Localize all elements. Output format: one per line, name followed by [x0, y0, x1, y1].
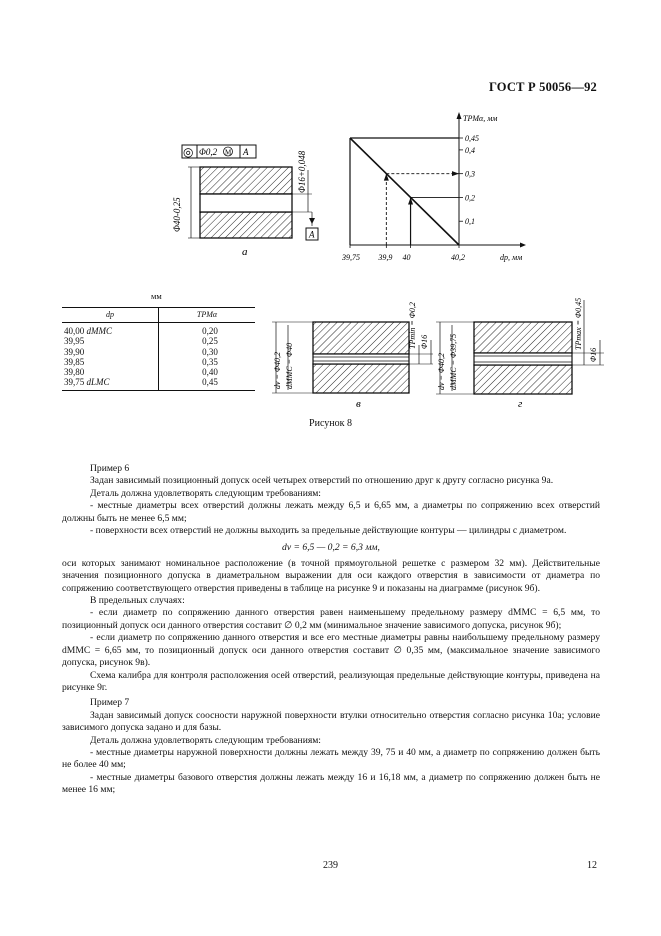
table-row	[62, 323, 255, 337]
cell-dp	[62, 377, 159, 390]
x-tick-label: 39,75	[342, 253, 360, 262]
paragraph: - местные диаметры всех отверстий должны лежать между 6,5 и 6,65 мм, а диаметры по сопряжению всех отверстий должны быть не менее 6,5 мм;	[62, 500, 600, 524]
y-tick-label: 0,3	[465, 169, 475, 179]
part-a-label: а	[242, 246, 248, 258]
cell-tp: 0,25	[202, 336, 218, 347]
body-text	[62, 460, 600, 797]
paragraph: оси которых занимают номинальное расположение (в точной прямоугольной решетке с размером 32 мм). Действительные значения позиционного допуска в диаметральном выражении для оси каждого отверстия в зависимости от диаметра по сопряжению соответствующего отверстия приведены в таблице на рисунке 9 и показаны на диаграмме (рисунок 9б).	[62, 557, 600, 594]
cell-dp	[62, 323, 159, 337]
frame-datum: A	[243, 147, 249, 157]
dp-value: 39,85	[64, 356, 85, 367]
frame-modifier: M	[225, 148, 232, 157]
paragraph: - если диаметр по сопряжению данного отверстия равен наименьшему предельному размеру dMMC = 6,5 мм, то позиционный допуск оси данного отверстия составит ∅ 0,2 мм (минимальное значение зависимого допуска, рисунок 9б);	[62, 607, 600, 631]
dp-value: 39,75	[64, 377, 85, 388]
cell-tp: 0,30	[202, 346, 218, 357]
cell-dp	[62, 347, 159, 357]
table-row	[62, 367, 255, 377]
cell-tp: 0,35	[202, 356, 218, 367]
datum-box-label: A	[309, 229, 315, 240]
dim-inner: Φ16	[420, 334, 429, 349]
table-units: мм	[151, 291, 162, 301]
paragraph: - поверхности всех отверстий не должны выходить за предельные действующие контуры — цилиндры с диаметром.	[90, 525, 567, 537]
dim-inner: Φ16	[589, 347, 598, 362]
cell-dp	[62, 357, 159, 367]
sheet-number: 12	[587, 860, 597, 871]
page-number: 239	[323, 860, 338, 871]
x-tick-label: 40,2	[451, 253, 465, 262]
cell-dp	[62, 336, 159, 346]
cell-tp: 0,20	[202, 326, 218, 336]
y-tick-label: 0,45	[465, 134, 479, 143]
figure-part-a	[160, 140, 330, 265]
outer-diameter-dim: Φ40-0,25	[172, 197, 182, 232]
paragraph: - если диаметр по сопряжению данного отверстия и все его местные диаметры равны наибольшему предельному размеру dMMC = 6,65 мм, то позиционный допуск оси данного отверстия составит ∅ 0,35 мм, (максимальное значение зависимого допуска, рисунок 9в).	[62, 632, 600, 669]
paragraph: Деталь должна удовлетворять следующим требованиям:	[90, 734, 321, 746]
dp-value: 39,90	[64, 346, 85, 357]
dp-value: 39,80	[64, 367, 85, 378]
y-tick-label: 0,4	[465, 145, 475, 155]
example-6-heading: Пример 6	[90, 463, 130, 474]
x-axis-label: dp, мм	[500, 253, 523, 262]
concentricity-symbol: ◎	[183, 145, 194, 159]
tolerance-frame	[182, 145, 256, 159]
paragraph: Задан зависимый позиционный допуск осей четырех отверстий по отношению друг к другу согласно рисунка 9а.	[90, 475, 554, 487]
paragraph: Схема калибра для контроля расположения осей отверстий, реализующая предельные действующие контуры, приведена на рисунке 9г.	[62, 669, 600, 693]
figure-part-g	[432, 280, 612, 410]
col-header-dp: dp	[62, 308, 159, 323]
dp-value: 40,00	[64, 326, 85, 336]
x-tick-label: 39,9	[378, 253, 393, 262]
paragraph: Задан зависимый допуск соосности наружной поверхности втулки относительно отверстия согласно рисунка 10а; условие зависимого допуска задано и для базы.	[62, 709, 600, 734]
arrowhead	[452, 171, 459, 176]
y-axis-label: TPMα, мм	[463, 114, 498, 123]
table-row	[62, 377, 255, 390]
paragraph: - местные диаметры наружной поверхности должны лежать между 39, 75 и 40 мм, а диаметр по сопряжению должен быть не более 40 мм;	[62, 746, 600, 771]
y-tick-label: 0,1	[465, 217, 475, 227]
y-tick-label: 0,2	[465, 193, 475, 203]
frame-tolerance: Φ0,2	[199, 147, 218, 157]
figure-part-v	[268, 285, 438, 410]
paragraph: В предельных случаях:	[90, 595, 185, 607]
dim-dv: dv = Φ40,2	[273, 351, 282, 389]
cell-tp: 0,40	[202, 367, 218, 378]
x-tick-label: 40	[402, 253, 411, 262]
figure-caption: Рисунок 8	[309, 418, 352, 429]
tolerance-table	[62, 307, 255, 391]
inner-diameter-dim: Φ16+0,048	[297, 150, 307, 193]
dim-dv: dv = Φ40,2	[437, 352, 446, 390]
part-g-label: г	[518, 398, 523, 410]
table-row	[62, 347, 255, 357]
part-v-label: в	[356, 398, 361, 410]
dim-tp: TPmax = Φ0,45	[574, 297, 583, 350]
paragraph: Деталь должна удовлетворять следующим требованиям:	[90, 487, 321, 499]
table-row	[62, 336, 255, 346]
standard-header: ГОСТ Р 50056—92	[488, 80, 597, 94]
dp-value: 39,95	[64, 336, 85, 347]
cell-dp	[62, 367, 159, 377]
dp-subscript: dMMC	[86, 326, 112, 336]
dp-subscript: dLMC	[86, 377, 110, 388]
example-7-heading: Пример 7	[90, 697, 130, 709]
limit-line	[350, 138, 459, 245]
dim-dmmc: dMMC = Φ39,75	[449, 333, 458, 390]
cell-tp: 0,45	[159, 377, 256, 390]
formula: dv = 6,5 — 0,2 = 6,3 мм,	[282, 542, 380, 554]
tolerance-diagram	[332, 108, 532, 268]
dim-dmmc: dMMC = Φ40	[285, 342, 294, 389]
dim-tp: TPmin = Φ0,2	[408, 302, 417, 349]
paragraph: - местные диаметры базового отверстия должны лежать между 16 и 16,18 мм, а диаметр по сопряжению должен быть не менее 16 мм;	[62, 771, 600, 796]
col-header-tp: TPMα	[159, 308, 256, 323]
table-row	[62, 357, 255, 367]
